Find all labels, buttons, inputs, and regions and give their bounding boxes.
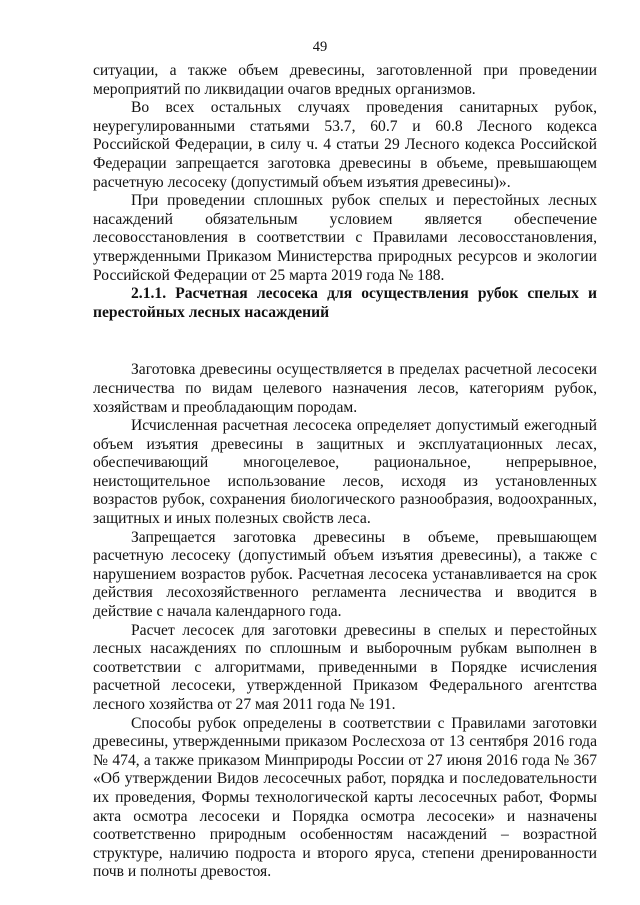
paragraph-continuation: ситуации, а также объем древесины, заготовленной при проведении мероприятий по ликвидации очагов вредных организмов.	[93, 62, 597, 98]
paragraph-harvest-limits: Заготовка древесины осуществляется в пределах расчетной лесосеки лесничества по видам целевого назначения лесов, категориям рубок, хозяйствам и преобладающим породам.	[93, 361, 597, 416]
section-heading: 2.1.1. Расчетная лесосека для осуществления рубок спелых и перестойных лесных насаждений	[93, 285, 597, 321]
paragraph-cutting-methods: Способы рубок определены в соответствии с Правилами заготовки древесины, утвержденными приказом Рослесхоза от 13 сентября 2016 года № 474, а также приказом Минприроды России от 27 июня 2016 года № 367 «Об утверждении Видов лесосечных работ, порядка и последовательности их проведения, Формы технологической карты лесосечных работ, Формы акта осмотра лесосеки и Порядка осмотра лесосеки» и назначены соответственно природным особенностям насаждений – возрастной структуре, наличию подроста и второго яруса, степени дренированности почв и полноты древостоя.	[93, 714, 597, 881]
paragraph-prohibition: Запрещается заготовка древесины в объеме, превышающем расчетную лесосеку (допустимый объем изъятия древесины), а также с нарушением возрастов рубок. Расчетная лесосека устанавливается на срок действия лесохозяйственного регламента лесничества и вводится в действие с начала календарного года.	[93, 528, 597, 621]
paragraph-calculation-method: Расчет лесосек для заготовки древесины в спелых и перестойных лесных насаждениях по сплошным и выборочным рубкам выполнен в соответствии с алгоритмами, приведенными в Порядке исчисления расчетной лесосеки, утвержденной Приказом Федерального агентства лесного хозяйства от 27 мая 2011 года № 191.	[93, 621, 597, 713]
paragraph-sanitary-cuttings: Во всех остальных случаях проведения санитарных рубок, неурегулированными статьями 53.7, 60.7 и 60.8 Лесного кодекса Российской Федерации, в силу ч. 4 статьи 29 Лесного кодекса Российской Федерации запрещается заготовка древесины в объеме, превышающем расчетную лесосеку (допустимый объем изъятия древесины)».	[93, 99, 597, 191]
page-body	[93, 62, 597, 882]
paragraph-reforestation: При проведении сплошных рубок спелых и перестойных лесных насаждений обязательным условием является обеспечение лесовосстановления в соответствии с Правилами лесовосстановления, утвержденными Приказом Министерства природных ресурсов и экологии Российской Федерации от 25 марта 2019 года № 188.	[93, 192, 597, 284]
page-number: 49	[312, 39, 328, 55]
paragraph-calculated-cutting: Исчисленная расчетная лесосека определяет допустимый ежегодный объем изъятия древесины в защитных и эксплуатационных лесах, обеспечивающий многоцелевое, рациональное, непрерывное, неистощительное использование лесов, исходя из установленных возрастов рубок, сохранения биологического разнообразия, водоохранных, защитных и иных полезных свойств леса.	[93, 417, 597, 528]
